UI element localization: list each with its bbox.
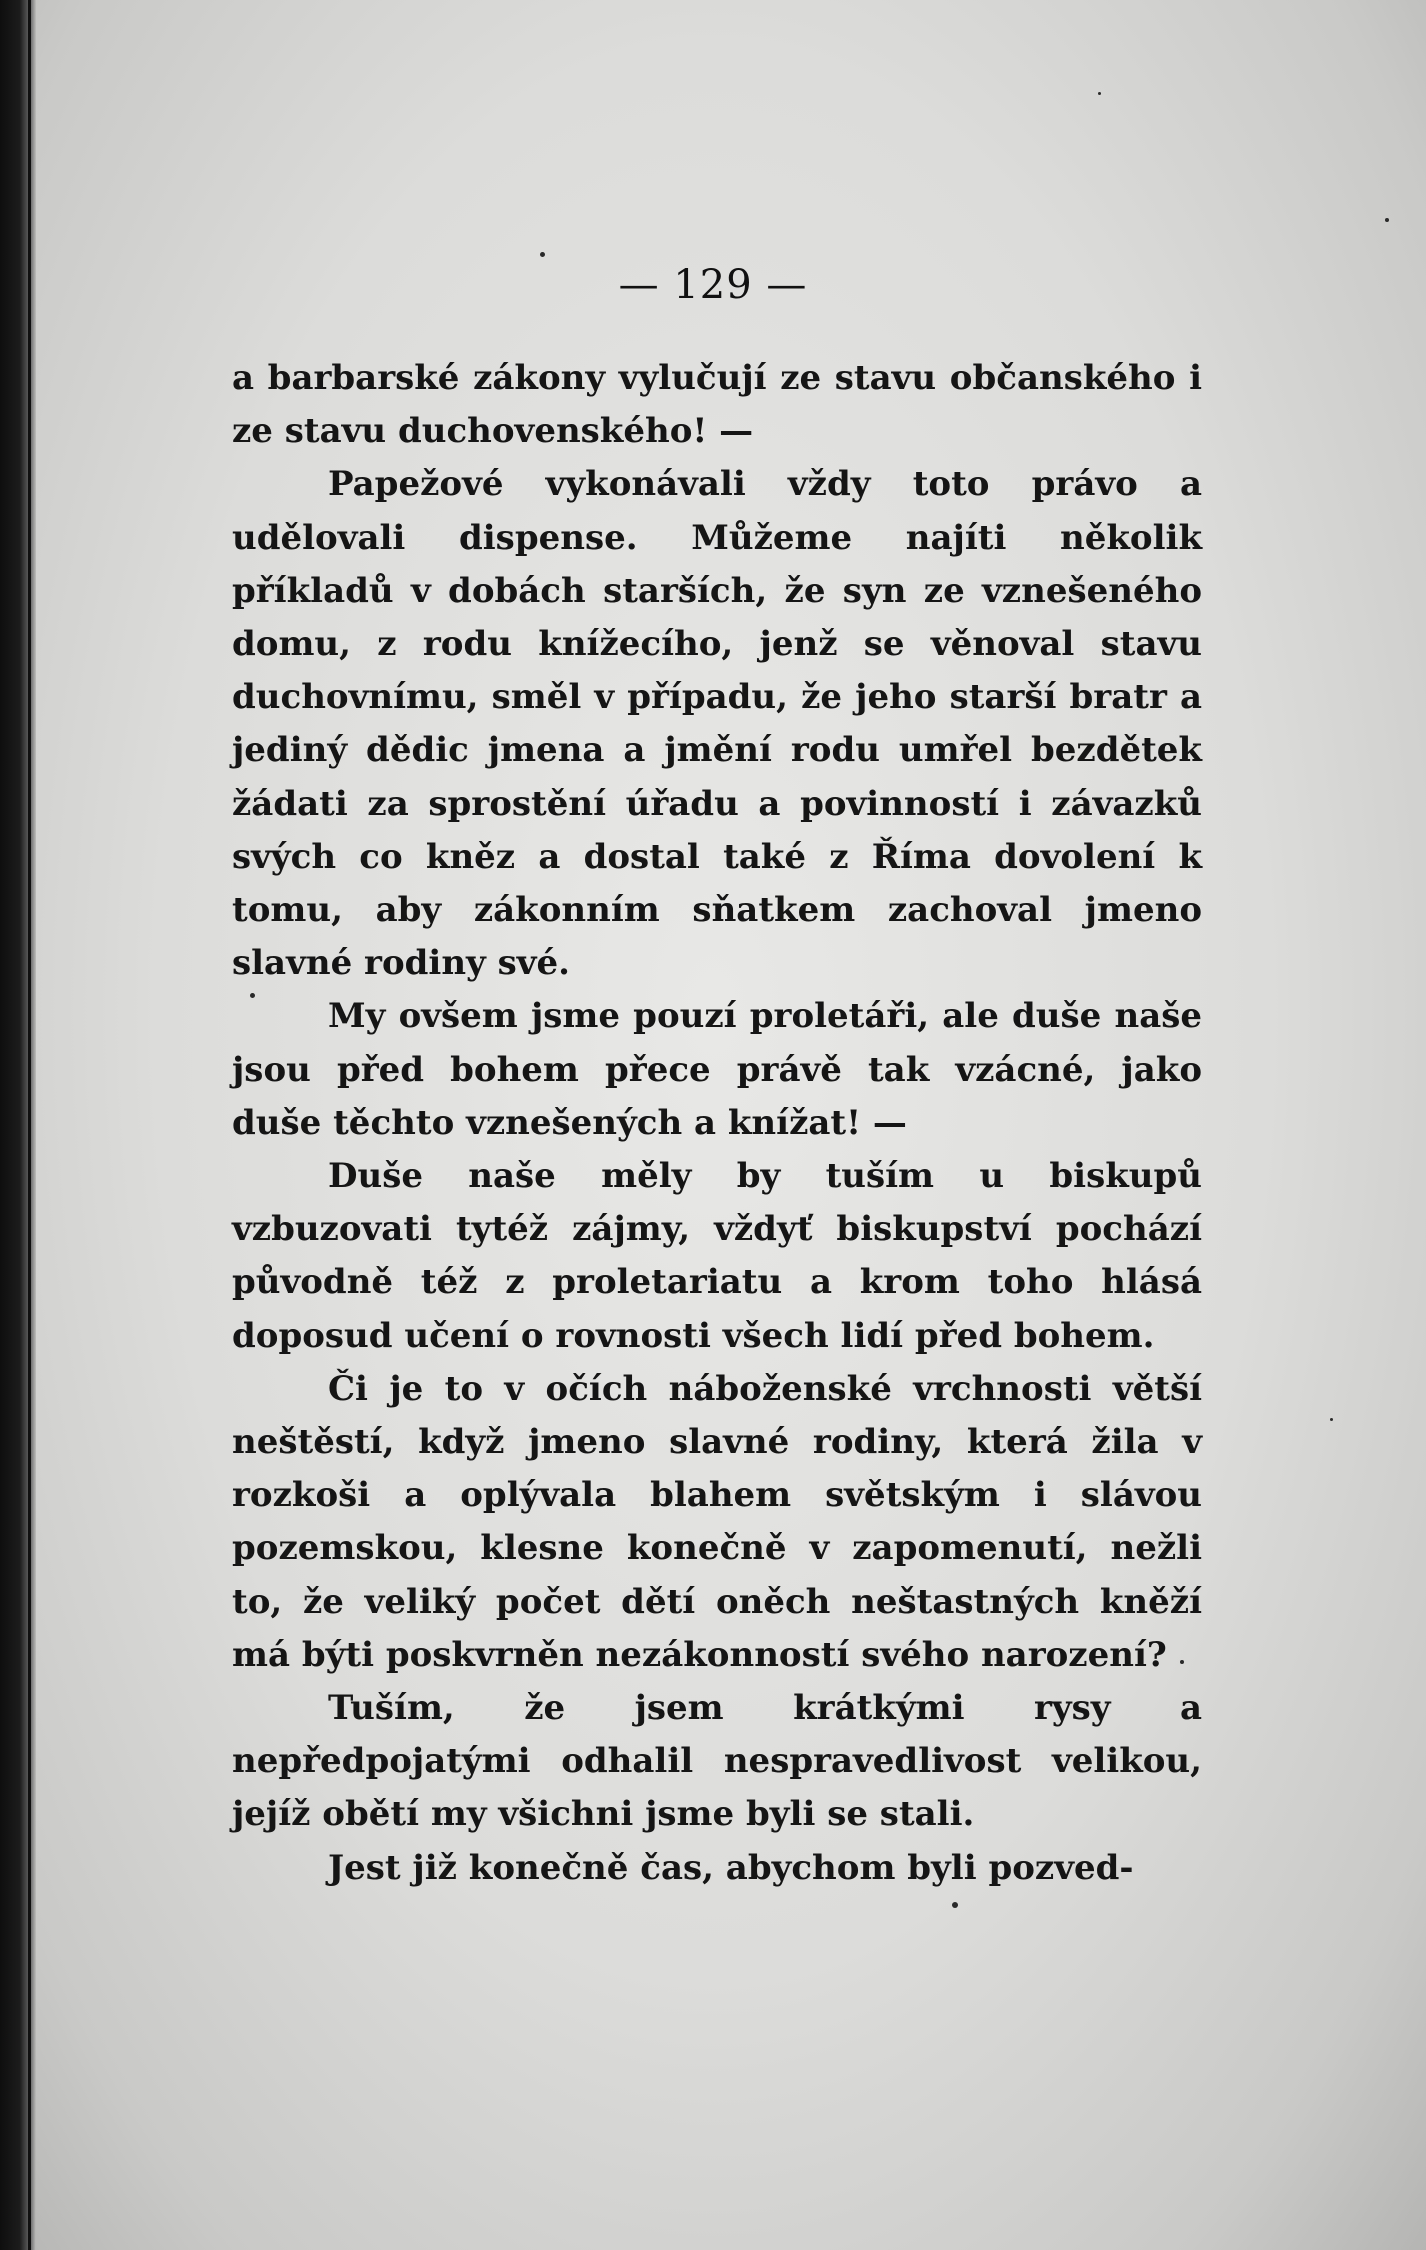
dust-speck — [540, 252, 545, 257]
paragraph: a barbarské zákony vylučují ze stavu občanského i ze stavu duchovenského! — — [232, 358, 1202, 452]
page-number: — 129 — — [618, 262, 808, 308]
paragraph: Papežové vykonávali vždy toto právo a udělovali dispense. Můžeme najíti několik příkladů v dobách starších, že syn ze vznešeného domu, z rodu knížecího, jenž se věnoval stavu duchovnímu, směl v případu, že jeho starší bratr a jediný dědic jmena a jmění rodu umřel bezdětek žádati za sprostění úřadu a povinností i závazků svých co kněz a dostal také z Říma dovolení k tomu, aby zákonním sňatkem zachoval jmeno slavné rodiny své. — [232, 464, 1202, 984]
paragraph: Duše naše měly by tuším u biskupů vzbuzovati tytéž zájmy, vždyť biskupství pochází původně též z proletariatu a krom toho hlásá doposud učení o rovnosti všech lidí před bohem. — [232, 1156, 1202, 1356]
paragraph: Jest již konečně čas, abychom byli pozved- — [328, 1847, 1134, 1888]
body-text — [232, 352, 1202, 1895]
dust-speck — [1098, 92, 1101, 95]
paragraph: Či je to v očích náboženské vrchnosti větší neštěstí, když jmeno slavné rodiny, která žila v rozkoši a oplývala blahem světským i slávou pozemskou, klesne konečně v zapomenutí, nežli to, že veliký počet dětí oněch neštastných kněží má býti poskvrněn nezákonností svého narození? — [232, 1368, 1202, 1675]
dust-speck — [1330, 1418, 1333, 1421]
dust-speck — [1385, 218, 1389, 222]
dust-speck — [952, 1902, 958, 1908]
page-edge-line — [28, 0, 31, 2250]
paragraph: My ovšem jsme pouzí proletáři, ale duše naše jsou před bohem přece právě tak vzácné, jako duše těchto vznešených a knížat! — — [232, 996, 1202, 1143]
paragraph: Tuším, že jsem krátkými rysy a nepředpojatými odhalil nespravedlivost velikou, jejíž obětí my všichni jsme byli se stali. — [232, 1688, 1202, 1835]
